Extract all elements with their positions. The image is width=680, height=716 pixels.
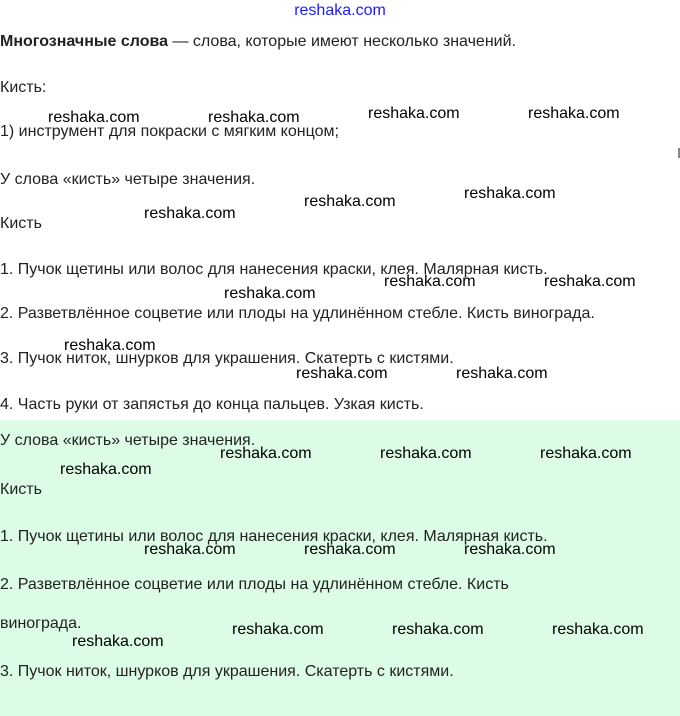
watermark: reshaka.com: [60, 461, 152, 478]
question-item-3: 3. Пучок ниток, шнурков для украшения. Скатерть с кистями.: [0, 350, 454, 367]
watermark: reshaka.com: [224, 285, 316, 302]
answer-item-3: 3. Пучок ниток, шнурков для украшения. Скатерть с кистями.: [0, 663, 454, 680]
answer-intro: У слова «кисть» четыре значения.: [0, 432, 256, 449]
watermark: reshaka.com: [380, 445, 472, 462]
example-meaning: 1) инструмент для покраски с мягким концом;: [0, 123, 339, 140]
watermark: reshaka.com: [144, 205, 236, 222]
question-item-4: 4. Часть руки от запястья до конца пальцев. Узкая кисть.: [0, 396, 424, 413]
watermark: reshaka.com: [384, 273, 476, 290]
watermark: reshaka.com: [232, 621, 324, 638]
question-heading: Кисть: [0, 215, 42, 232]
watermark: reshaka.com: [368, 105, 460, 122]
watermark: reshaka.com: [540, 445, 632, 462]
watermark: reshaka.com: [464, 541, 556, 558]
example-word: Кисть:: [0, 79, 47, 96]
watermark: reshaka.com: [544, 273, 636, 290]
question-intro: У слова «кисть» четыре значения.: [0, 171, 256, 188]
watermark: reshaka.com: [144, 541, 236, 558]
watermark: reshaka.com: [48, 109, 140, 126]
watermark: reshaka.com: [220, 445, 312, 462]
definition: [0, 32, 516, 52]
answer-item-2-line-2: винограда.: [0, 615, 82, 632]
answer-heading: Кисть: [0, 481, 42, 498]
watermark: reshaka.com: [304, 193, 396, 210]
watermark: reshaka.com: [552, 621, 644, 638]
definition-term: Многозначные слова: [0, 33, 169, 50]
watermark: reshaka.com: [392, 621, 484, 638]
answer-item-2-line-1: 2. Разветвлённое соцветие или плоды на удлинённом стебле. Кисть: [0, 576, 509, 593]
watermark: reshaka.com: [528, 105, 620, 122]
site-watermark: reshaka.com: [294, 2, 386, 19]
question-item-2: 2. Разветвлённое соцветие или плоды на удлинённом стебле. Кисть винограда.: [0, 305, 595, 322]
watermark: reshaka.com: [304, 541, 396, 558]
answer-item-1: 1. Пучок щетины или волос для нанесения краски, клея. Малярная кисть.: [0, 528, 548, 545]
watermark: reshaka.com: [456, 365, 548, 382]
question-item-1: 1. Пучок щетины или волос для нанесения краски, клея. Малярная кисть.: [0, 261, 548, 278]
watermark: reshaka.com: [208, 109, 300, 126]
watermark: reshaka.com: [64, 337, 156, 354]
definition-text: — слова, которые имеют несколько значений.: [168, 33, 516, 50]
watermark: reshaka.com: [464, 185, 556, 202]
watermark: reshaka.com: [296, 365, 388, 382]
watermark: reshaka.com: [72, 633, 164, 650]
